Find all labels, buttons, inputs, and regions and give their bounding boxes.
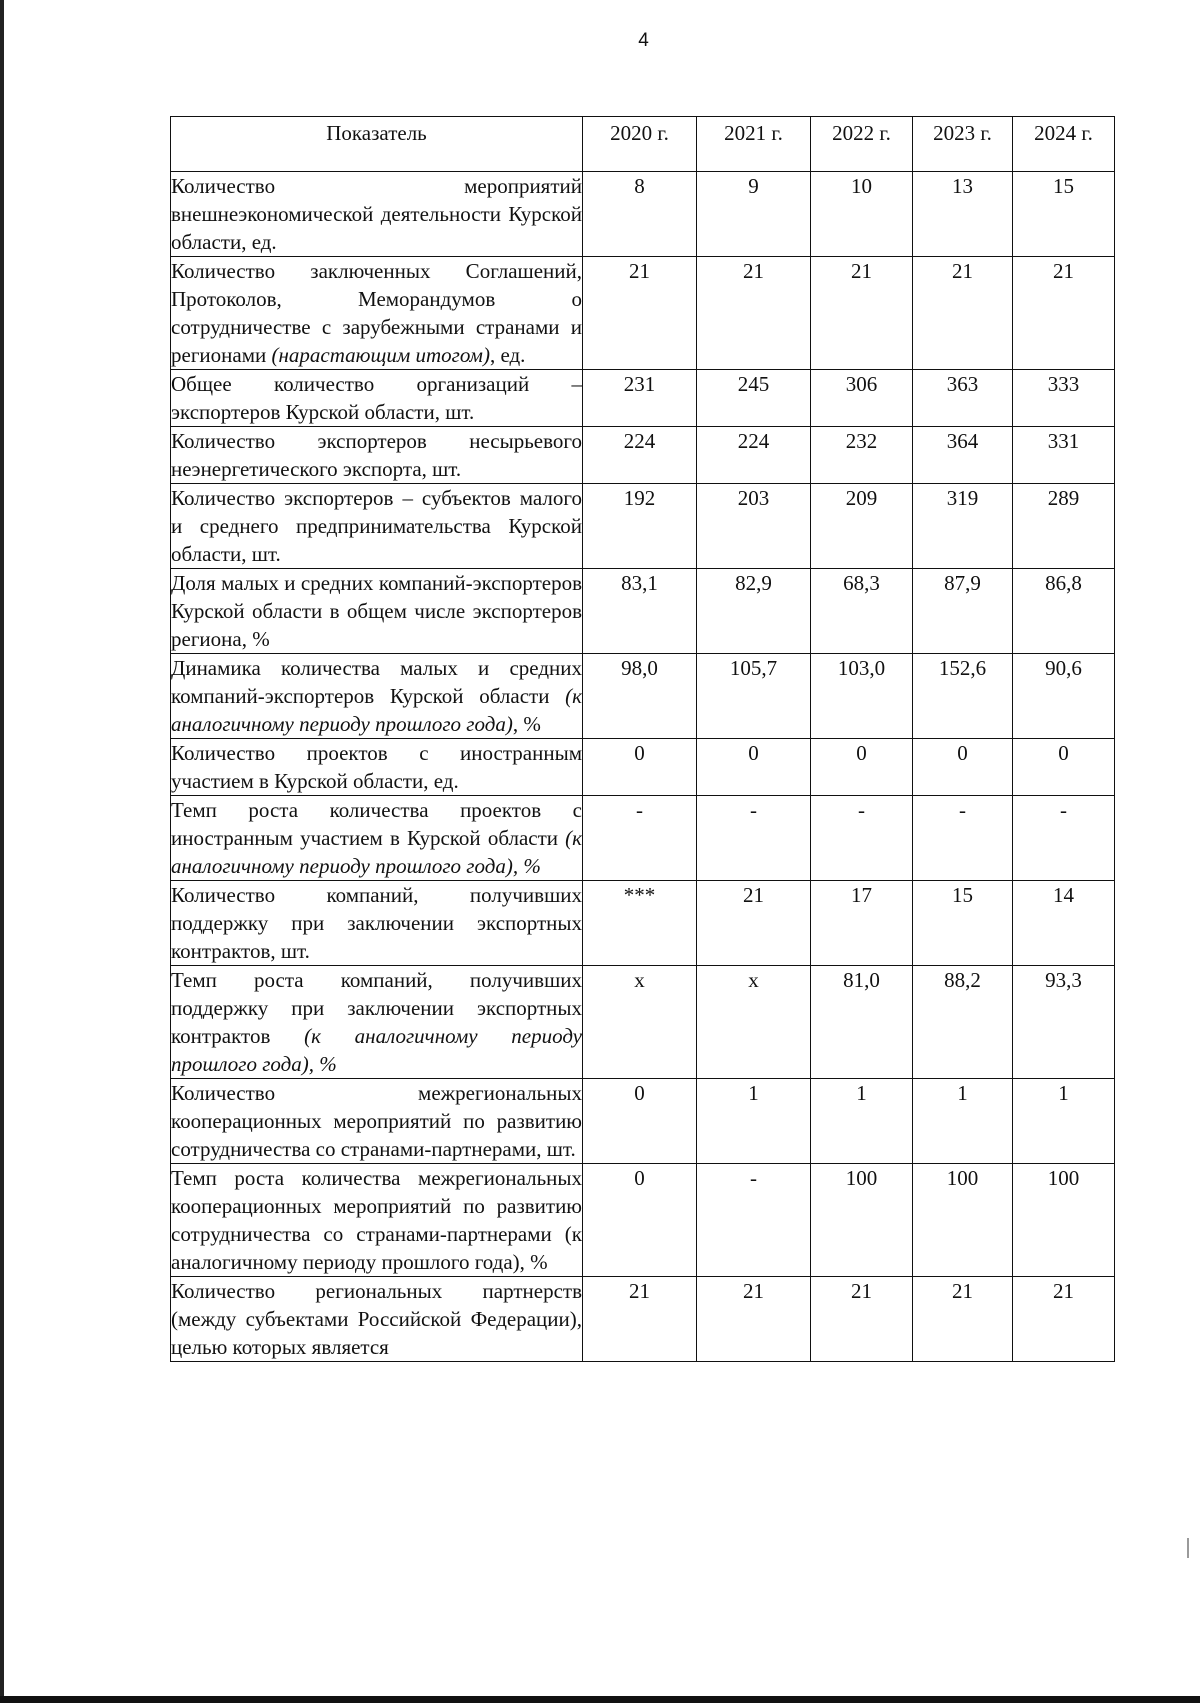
indicator-name <box>171 1277 583 1362</box>
value-2020: 224 <box>583 427 697 484</box>
value-2023: 87,9 <box>913 569 1013 654</box>
value-2024: 289 <box>1013 484 1115 569</box>
table-row <box>171 569 1115 654</box>
value-2020: 0 <box>583 1164 697 1277</box>
indicator-name-text: Темп роста количества межрегиональных кооперационных мероприятий по развитию сотрудничества со странами-партнерами (к аналогичному периоду прошлого года), % <box>171 1166 582 1274</box>
indicator-name-text: Количество экспортеров – субъектов малого и среднего предпринимательства Курской области, шт. <box>171 486 582 566</box>
value-2024: 90,6 <box>1013 654 1115 739</box>
value-2021: 245 <box>697 370 811 427</box>
value-2023: 364 <box>913 427 1013 484</box>
value-2023: 88,2 <box>913 966 1013 1079</box>
indicator-name-text: Количество заключенных Соглашений, Протоколов, Меморандумов о сотрудничестве с зарубежными странами и регионами <box>171 259 582 367</box>
value-2020: 192 <box>583 484 697 569</box>
value-2024: 331 <box>1013 427 1115 484</box>
indicator-name-tail: , % <box>512 712 541 736</box>
table-row <box>171 484 1115 569</box>
value-2020: x <box>583 966 697 1079</box>
value-2022: 81,0 <box>811 966 913 1079</box>
value-2020: 83,1 <box>583 569 697 654</box>
table-row <box>171 796 1115 881</box>
value-2022: 0 <box>811 739 913 796</box>
indicators-table <box>170 116 1115 1362</box>
value-2022: - <box>811 796 913 881</box>
value-2021: 224 <box>697 427 811 484</box>
scan-bottom-edge <box>0 1696 1200 1703</box>
value-2023: 0 <box>913 739 1013 796</box>
column-header-2023: 2023 г. <box>913 117 1013 172</box>
value-2020: 21 <box>583 257 697 370</box>
value-2023: 13 <box>913 172 1013 257</box>
table-row <box>171 1079 1115 1164</box>
column-header-2022: 2022 г. <box>811 117 913 172</box>
value-2021: 21 <box>697 881 811 966</box>
value-2020: 98,0 <box>583 654 697 739</box>
column-header-2024: 2024 г. <box>1013 117 1115 172</box>
value-2021: 21 <box>697 257 811 370</box>
indicator-name <box>171 881 583 966</box>
value-2021: - <box>697 796 811 881</box>
value-2024: 86,8 <box>1013 569 1115 654</box>
column-header-indicator: Показатель <box>171 117 583 172</box>
indicator-name-text: Общее количество организаций – экспортеров Курской области, шт. <box>171 372 582 424</box>
value-2022: 10 <box>811 172 913 257</box>
indicator-name <box>171 796 583 881</box>
indicator-name-text: Количество компаний, получивших поддержку при заключении экспортных контрактов, шт. <box>171 883 582 963</box>
indicator-name-text: Темп роста компаний, получивших поддержку при заключении экспортных контрактов <box>171 968 582 1048</box>
value-2021: 82,9 <box>697 569 811 654</box>
value-2020: - <box>583 796 697 881</box>
value-2023: 363 <box>913 370 1013 427</box>
value-2022: 1 <box>811 1079 913 1164</box>
indicator-name-text: Динамика количества малых и средних компаний-экспортеров Курской области <box>171 656 582 708</box>
value-2024: 0 <box>1013 739 1115 796</box>
table-row <box>171 427 1115 484</box>
indicator-name <box>171 569 583 654</box>
value-2022: 209 <box>811 484 913 569</box>
indicator-name <box>171 257 583 370</box>
indicator-name-text: Доля малых и средних компаний-экспортеров Курской области в общем числе экспортеров региона, % <box>171 571 582 651</box>
value-2023: - <box>913 796 1013 881</box>
value-2023: 319 <box>913 484 1013 569</box>
indicator-name-text: Количество межрегиональных кооперационных мероприятий по развитию сотрудничества со странами-партнерами, шт. <box>171 1081 582 1161</box>
value-2024: 1 <box>1013 1079 1115 1164</box>
value-2021: 21 <box>697 1277 811 1362</box>
indicator-name-text: Темп роста количества проектов с иностранным участием в Курской области <box>171 798 582 850</box>
value-2020: 8 <box>583 172 697 257</box>
table-row <box>171 1164 1115 1277</box>
scan-artifact <box>1187 1538 1189 1558</box>
table-row <box>171 172 1115 257</box>
value-2023: 21 <box>913 1277 1013 1362</box>
indicator-name <box>171 370 583 427</box>
value-2020: 231 <box>583 370 697 427</box>
value-2024: 21 <box>1013 257 1115 370</box>
indicator-name-text: Количество мероприятий внешнеэкономической деятельности Курской области, ед. <box>171 174 582 254</box>
value-2020: 0 <box>583 739 697 796</box>
value-2020: 0 <box>583 1079 697 1164</box>
value-2022: 68,3 <box>811 569 913 654</box>
value-2023: 21 <box>913 257 1013 370</box>
table-row <box>171 1277 1115 1362</box>
indicator-name-text: Количество проектов с иностранным участием в Курской области, ед. <box>171 741 582 793</box>
page-number: 4 <box>638 30 649 51</box>
scan-left-edge <box>0 0 4 1703</box>
value-2024: 14 <box>1013 881 1115 966</box>
value-2022: 306 <box>811 370 913 427</box>
column-header-2021: 2021 г. <box>697 117 811 172</box>
indicator-name <box>171 427 583 484</box>
value-2024: 333 <box>1013 370 1115 427</box>
value-2021: - <box>697 1164 811 1277</box>
table-body <box>171 172 1115 1362</box>
value-2022: 103,0 <box>811 654 913 739</box>
table-row <box>171 739 1115 796</box>
indicator-name-italic: (к аналогичному периоду прошлого года), % <box>171 826 582 878</box>
indicator-name-italic: (к аналогичному периоду прошлого года) <box>171 684 582 736</box>
value-2022: 17 <box>811 881 913 966</box>
indicator-name <box>171 966 583 1079</box>
indicator-name-text: Количество экспортеров несырьевого неэнергетического экспорта, шт. <box>171 429 582 481</box>
table-header-row <box>171 117 1115 172</box>
value-2024: 15 <box>1013 172 1115 257</box>
value-2020: *** <box>583 881 697 966</box>
table-row <box>171 881 1115 966</box>
value-2022: 100 <box>811 1164 913 1277</box>
indicator-name <box>171 172 583 257</box>
value-2023: 1 <box>913 1079 1013 1164</box>
value-2022: 21 <box>811 1277 913 1362</box>
value-2024: 21 <box>1013 1277 1115 1362</box>
value-2021: 0 <box>697 739 811 796</box>
value-2020: 21 <box>583 1277 697 1362</box>
value-2023: 15 <box>913 881 1013 966</box>
value-2023: 152,6 <box>913 654 1013 739</box>
value-2024: - <box>1013 796 1115 881</box>
value-2024: 93,3 <box>1013 966 1115 1079</box>
indicator-name-tail: , ед. <box>489 343 526 367</box>
value-2022: 21 <box>811 257 913 370</box>
value-2024: 100 <box>1013 1164 1115 1277</box>
indicator-name <box>171 739 583 796</box>
value-2021: 1 <box>697 1079 811 1164</box>
indicator-name <box>171 484 583 569</box>
indicator-name-text: Количество региональных партнерств (между субъектами Российской Федерации), целью которых является <box>171 1279 582 1359</box>
value-2021: 105,7 <box>697 654 811 739</box>
value-2021: 9 <box>697 172 811 257</box>
column-header-2020: 2020 г. <box>583 117 697 172</box>
value-2023: 100 <box>913 1164 1013 1277</box>
value-2021: x <box>697 966 811 1079</box>
value-2021: 203 <box>697 484 811 569</box>
table-row <box>171 257 1115 370</box>
table-row <box>171 654 1115 739</box>
table-row <box>171 966 1115 1079</box>
indicator-name-italic: (к аналогичному периоду прошлого года), % <box>171 1024 582 1076</box>
value-2022: 232 <box>811 427 913 484</box>
indicator-name <box>171 1079 583 1164</box>
indicator-name <box>171 654 583 739</box>
indicator-name-italic: (нарастающим итогом) <box>271 343 490 367</box>
table-row <box>171 370 1115 427</box>
indicator-name <box>171 1164 583 1277</box>
